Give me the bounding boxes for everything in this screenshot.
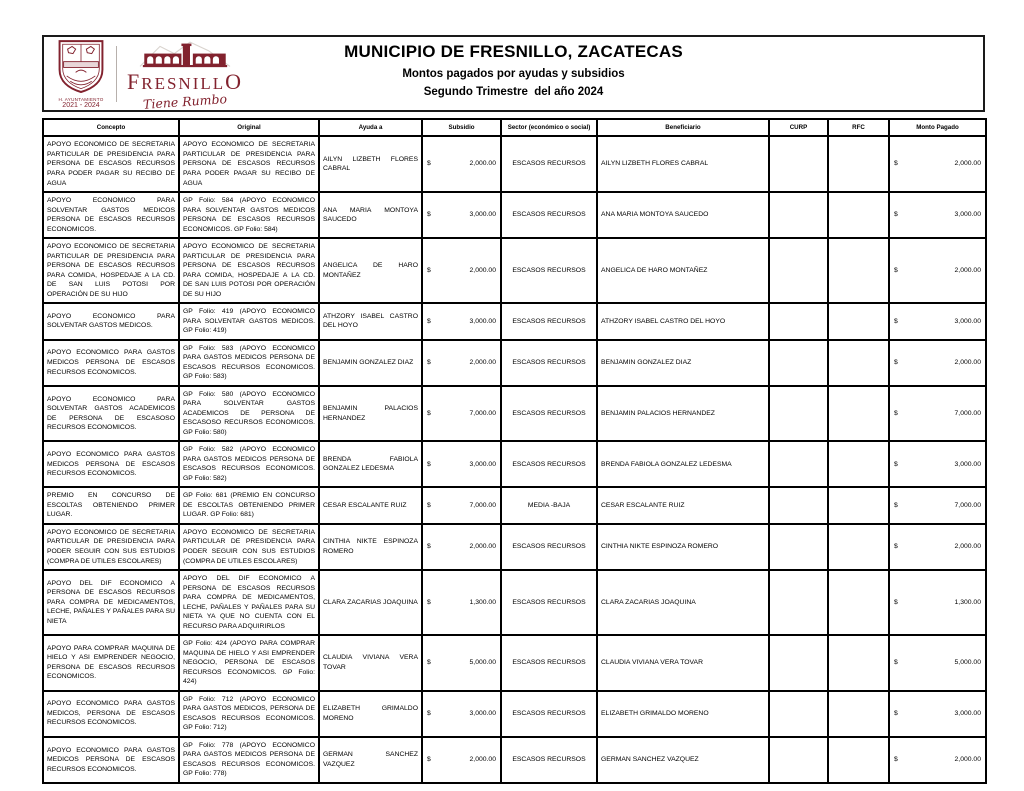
amount-value: 2,000.00 xyxy=(954,266,981,274)
currency-symbol: $ xyxy=(427,409,431,417)
currency-symbol: $ xyxy=(427,317,431,325)
money-cell-content xyxy=(893,159,982,169)
cell-ayuda-a: ELIZABETH GRIMALDO MORENO xyxy=(319,691,422,737)
cell-rfc xyxy=(828,238,889,303)
col-header-ayuda-a: Ayuda a xyxy=(319,119,422,136)
cell-beneficiario: BENJAMIN GONZALEZ DIAZ xyxy=(597,340,769,386)
crest-caption-line1: H. AYUNTAMIENTO xyxy=(58,96,104,102)
cell-rfc xyxy=(828,570,889,635)
cell-beneficiario: AILYN LIZBETH FLORES CABRAL xyxy=(597,136,769,192)
cell-sector: ESCASOS RECURSOS xyxy=(501,303,597,340)
cell-concepto: APOYO ECONOMICO PARA GASTOS MEDICOS PERSONA DE ESCASOS RECURSOS ECONOMICOS. xyxy=(43,340,179,386)
col-header-subsidio: Subsidio xyxy=(422,119,501,136)
money-cell-content xyxy=(893,358,982,368)
cell-ayuda-a: ANGELICA DE HARO MONTAÑEZ xyxy=(319,238,422,303)
money-cell-content xyxy=(893,460,982,470)
currency-symbol: $ xyxy=(427,266,431,274)
cell-curp xyxy=(769,386,828,442)
cell-curp xyxy=(769,570,828,635)
cell-sector: ESCASOS RECURSOS xyxy=(501,441,597,487)
cell-sector: ESCASOS RECURSOS xyxy=(501,524,597,570)
cell-ayuda-a: BRENDA FABIOLA GONZALEZ LEDESMA xyxy=(319,441,422,487)
money-cell-content xyxy=(893,210,982,220)
amount-value: 2,000.00 xyxy=(469,358,496,366)
cell-monto-pagado xyxy=(889,635,986,691)
cell-subsidio xyxy=(422,386,501,442)
money-cell-content xyxy=(426,210,497,220)
cell-ayuda-a: GERMAN SANCHEZ VAZQUEZ xyxy=(319,737,422,783)
cell-curp xyxy=(769,691,828,737)
cell-sector: ESCASOS RECURSOS xyxy=(501,136,597,192)
currency-symbol: $ xyxy=(427,598,431,606)
cell-sector: ESCASOS RECURSOS xyxy=(501,570,597,635)
table-row xyxy=(43,441,986,487)
money-cell-content xyxy=(893,709,982,719)
cell-curp xyxy=(769,635,828,691)
cell-rfc xyxy=(828,136,889,192)
cell-sector: ESCASOS RECURSOS xyxy=(501,635,597,691)
cell-concepto: PREMIO EN CONCURSO DE ESCOLTAS OBTENIENDO PRIMER LUGAR. xyxy=(43,487,179,524)
col-header-original: Original xyxy=(179,119,319,136)
cell-rfc xyxy=(828,635,889,691)
page-period: Segundo Trimestre del año 2024 xyxy=(423,86,604,98)
cell-beneficiario: BRENDA FABIOLA GONZALEZ LEDESMA xyxy=(597,441,769,487)
amount-value: 3,000.00 xyxy=(469,211,496,219)
table-row xyxy=(43,635,986,691)
cell-beneficiario: ANGELICA DE HARO MONTAÑEZ xyxy=(597,238,769,303)
col-header-sector: Sector (económico o social) xyxy=(501,119,597,136)
money-cell-content xyxy=(893,266,982,276)
money-cell-content xyxy=(426,598,497,608)
cell-beneficiario: CLAUDIA VIVIANA VERA TOVAR xyxy=(597,635,769,691)
table-row xyxy=(43,487,986,524)
cell-subsidio xyxy=(422,691,501,737)
amount-value: 7,000.00 xyxy=(469,501,496,509)
money-cell-content xyxy=(893,317,982,327)
report-header xyxy=(42,35,985,112)
cell-subsidio xyxy=(422,303,501,340)
cell-original: GP Folio: 583 (APOYO ECONOMICO PARA GASTOS MEDICOS PERSONA DE ESCASOS RECURSOS ECONOMICOS. GP Folio: 583) xyxy=(179,340,319,386)
table-row xyxy=(43,386,986,442)
cell-curp xyxy=(769,441,828,487)
cell-original: GP Folio: 580 (APOYO ECONOMICO PARA SOLVENTAR GASTOS ACADEMICOS DE PERSONA DE ESCASOSO RECURSOS ECONOMICOS. GP Folio: 580) xyxy=(179,386,319,442)
amount-value: 2,000.00 xyxy=(954,160,981,168)
amount-value: 2,000.00 xyxy=(469,160,496,168)
cell-monto-pagado xyxy=(889,386,986,442)
cell-subsidio xyxy=(422,524,501,570)
cell-rfc xyxy=(828,524,889,570)
cell-subsidio xyxy=(422,340,501,386)
cell-monto-pagado xyxy=(889,192,986,238)
cell-subsidio xyxy=(422,238,501,303)
currency-symbol: $ xyxy=(427,659,431,667)
currency-symbol: $ xyxy=(427,756,431,764)
currency-symbol: $ xyxy=(427,160,431,168)
amount-value: 7,000.00 xyxy=(469,409,496,417)
cell-concepto: APOYO ECONOMICO DE SECRETARIA PARTICULAR DE PRESIDENCIA PARA PERSONA DE ESCASOS RECURSOS PARA PODER PAGAR SU RECIBO DE AGUA xyxy=(43,136,179,192)
cell-subsidio xyxy=(422,635,501,691)
cell-sector: ESCASOS RECURSOS xyxy=(501,737,597,783)
amount-value: 3,000.00 xyxy=(469,317,496,325)
table-row xyxy=(43,192,986,238)
amount-value: 2,000.00 xyxy=(469,266,496,274)
cell-concepto: APOYO ECONOMICO DE SECRETARIA PARTICULAR DE PRESIDENCIA PARA PODER SEGUIR CON SUS ESTUDIOS (COMPRA DE UTILES ESCOLARES) xyxy=(43,524,179,570)
cell-ayuda-a: BENJAMIN PALACIOS HERNANDEZ xyxy=(319,386,422,442)
currency-symbol: $ xyxy=(427,543,431,551)
currency-symbol: $ xyxy=(894,460,898,468)
currency-symbol: $ xyxy=(894,659,898,667)
crest-caption-line2: 2021 - 2024 xyxy=(62,102,100,110)
cell-ayuda-a: ANA MARIA MONTOYA SAUCEDO xyxy=(319,192,422,238)
cell-original: APOYO ECONOMICO DE SECRETARIA PARTICULAR DE PRESIDENCIA PARA PERSONA DE ESCASOS RECURSOS PARA PODER PAGAR SU RECIBO DE AGUA xyxy=(179,136,319,192)
cell-rfc xyxy=(828,441,889,487)
amount-value: 3,000.00 xyxy=(954,211,981,219)
cell-sector: ESCASOS RECURSOS xyxy=(501,386,597,442)
cell-sector: ESCASOS RECURSOS xyxy=(501,340,597,386)
cell-concepto: APOYO ECONOMICO PARA SOLVENTAR GASTOS MEDICOS. xyxy=(43,303,179,340)
cell-rfc xyxy=(828,737,889,783)
cell-beneficiario: BENJAMIN PALACIOS HERNANDEZ xyxy=(597,386,769,442)
cell-original: GP Folio: 681 (PREMIO EN CONCURSO DE ESCOLTAS OBTENIENDO PRIMER LUGAR. GP Folio: 681) xyxy=(179,487,319,524)
table-row xyxy=(43,691,986,737)
cell-original: GP Folio: 424 (APOYO PARA COMPRAR MAQUINA DE HIELO Y ASI EMPRENDER NEGOCIO, PERSONA DE ESCASOS RECURSOS ECONOMICOS. GP Folio: 424) xyxy=(179,635,319,691)
cell-concepto: APOYO ECONOMICO PARA SOLVENTAR GASTOS MEDICOS PERSONA DE ESCASOS RECURSOS ECONOMICOS. xyxy=(43,192,179,238)
cell-beneficiario: CESAR ESCALANTE RUIZ xyxy=(597,487,769,524)
amount-value: 3,000.00 xyxy=(954,460,981,468)
cell-curp xyxy=(769,192,828,238)
money-cell-content xyxy=(426,658,497,668)
money-cell-content xyxy=(893,501,982,511)
cell-beneficiario: ANA MARIA MONTOYA SAUCEDO xyxy=(597,192,769,238)
money-cell-content xyxy=(426,542,497,552)
cell-rfc xyxy=(828,691,889,737)
page-subtitle: Montos pagados por ayudas y subsidios xyxy=(402,68,625,80)
amount-value: 2,000.00 xyxy=(954,543,981,551)
cell-curp xyxy=(769,340,828,386)
cell-curp xyxy=(769,524,828,570)
money-cell-content xyxy=(426,755,497,765)
currency-symbol: $ xyxy=(894,211,898,219)
cell-curp xyxy=(769,737,828,783)
cell-concepto: APOYO ECONOMICO PARA GASTOS MEDICOS, PERSONA DE ESCASOS RECURSOS ECONOMICOS. xyxy=(43,691,179,737)
cell-beneficiario: GERMAN SANCHEZ VAZQUEZ xyxy=(597,737,769,783)
amount-value: 7,000.00 xyxy=(954,409,981,417)
cell-concepto: APOYO ECONOMICO PARA GASTOS MEDICOS PERSONA DE ESCASOS RECURSOS ECONOMICOS. xyxy=(43,737,179,783)
cell-monto-pagado xyxy=(889,737,986,783)
cell-rfc xyxy=(828,303,889,340)
money-cell-content xyxy=(426,409,497,419)
cell-monto-pagado xyxy=(889,136,986,192)
title-block xyxy=(44,42,983,98)
col-header-beneficiario: Beneficiario xyxy=(597,119,769,136)
cell-monto-pagado xyxy=(889,524,986,570)
currency-symbol: $ xyxy=(894,266,898,274)
cell-curp xyxy=(769,303,828,340)
amount-value: 1,300.00 xyxy=(469,598,496,606)
money-cell-content xyxy=(893,755,982,765)
currency-symbol: $ xyxy=(427,460,431,468)
cell-sector: ESCASOS RECURSOS xyxy=(501,691,597,737)
cell-original: GP Folio: 584 (APOYO ECONOMICO PARA SOLVENTAR GASTOS MEDICOS PERSONA DE ESCASOS RECURSOS ECONOMICOS. GP Folio: 584) xyxy=(179,192,319,238)
payments-table-body xyxy=(43,136,986,782)
cell-subsidio xyxy=(422,192,501,238)
cell-curp xyxy=(769,487,828,524)
cell-subsidio xyxy=(422,487,501,524)
cell-subsidio xyxy=(422,441,501,487)
col-header-curp: CURP xyxy=(769,119,828,136)
cell-curp xyxy=(769,136,828,192)
cell-ayuda-a: ATHZORY ISABEL CASTRO DEL HOYO xyxy=(319,303,422,340)
cell-ayuda-a: CLARA ZACARIAS JOAQUINA xyxy=(319,570,422,635)
currency-symbol: $ xyxy=(894,709,898,717)
payments-table xyxy=(42,118,987,784)
cell-monto-pagado xyxy=(889,487,986,524)
amount-value: 2,000.00 xyxy=(954,358,981,366)
amount-value: 1,300.00 xyxy=(954,598,981,606)
cell-monto-pagado xyxy=(889,691,986,737)
money-cell-content xyxy=(426,317,497,327)
brand-name-part: O xyxy=(225,68,244,94)
amount-value: 3,000.00 xyxy=(469,709,496,717)
cell-original: GP Folio: 582 (APOYO ECONOMICO PARA GASTOS MEDICOS PERSONA DE ESCASOS RECURSOS ECONOMICOS. GP Folio: 582) xyxy=(179,441,319,487)
col-header-concepto: Concepto xyxy=(43,119,179,136)
cell-monto-pagado xyxy=(889,303,986,340)
cell-monto-pagado xyxy=(889,238,986,303)
money-cell-content xyxy=(426,501,497,511)
table-row xyxy=(43,737,986,783)
amount-value: 3,000.00 xyxy=(469,460,496,468)
amount-value: 3,000.00 xyxy=(954,709,981,717)
currency-symbol: $ xyxy=(894,598,898,606)
amount-value: 5,000.00 xyxy=(469,659,496,667)
cell-curp xyxy=(769,238,828,303)
amount-value: 3,000.00 xyxy=(954,317,981,325)
table-row xyxy=(43,340,986,386)
cell-ayuda-a: CLAUDIA VIVIANA VERA TOVAR xyxy=(319,635,422,691)
table-row xyxy=(43,303,986,340)
table-row xyxy=(43,238,986,303)
brand-tagline: Tiene Rumbo xyxy=(142,90,228,112)
money-cell-content xyxy=(426,266,497,276)
currency-symbol: $ xyxy=(894,317,898,325)
amount-value: 7,000.00 xyxy=(954,501,981,509)
amount-value: 2,000.00 xyxy=(954,756,981,764)
currency-symbol: $ xyxy=(894,358,898,366)
cell-concepto: APOYO PARA COMPRAR MAQUINA DE HIELO Y ASI EMPRENDER NEGOCIO, PERSONA DE ESCASOS RECURSOS ECONOMICOS. xyxy=(43,635,179,691)
cell-monto-pagado xyxy=(889,441,986,487)
cell-ayuda-a: AILYN LIZBETH FLORES CABRAL xyxy=(319,136,422,192)
cell-subsidio xyxy=(422,136,501,192)
currency-symbol: $ xyxy=(427,501,431,509)
currency-symbol: $ xyxy=(894,501,898,509)
cell-monto-pagado xyxy=(889,340,986,386)
cell-sector: ESCASOS RECURSOS xyxy=(501,192,597,238)
cell-beneficiario: ELIZABETH GRIMALDO MORENO xyxy=(597,691,769,737)
cell-sector: ESCASOS RECURSOS xyxy=(501,238,597,303)
currency-symbol: $ xyxy=(894,543,898,551)
currency-symbol: $ xyxy=(427,358,431,366)
cell-original: APOYO ECONOMICO DE SECRETARIA PARTICULAR DE PRESIDENCIA PARA PERSONA DE ESCASOS RECURSOS PARA COMIDA, HOSPEDAJE A LA CD. DE SAN LUIS POTOSI POR OPERACIÓN DE SU HIJO xyxy=(179,238,319,303)
cell-concepto: APOYO ECONOMICO PARA GASTOS MEDICOS PERSONA DE ESCASOS RECURSOS ECONOMICOS. xyxy=(43,441,179,487)
table-row xyxy=(43,524,986,570)
cell-concepto: APOYO ECONOMICO PARA SOLVENTAR GASTOS ACADEMICOS DE PERSONA DE ESCASOSO RECURSOS ECONOMICOS. xyxy=(43,386,179,442)
cell-subsidio xyxy=(422,570,501,635)
brand-name-part: F xyxy=(127,68,142,94)
money-cell-content xyxy=(893,598,982,608)
cell-concepto: APOYO DEL DIF ECONOMICO A PERSONA DE ESCASOS RECURSOS PARA COMPRA DE MEDICAMENTOS, LECHE, PAÑALES Y PAÑALES PARA SU NIETA xyxy=(43,570,179,635)
brand-name-part: RESNILL xyxy=(141,73,226,93)
cell-sector: MEDIA -BAJA xyxy=(501,487,597,524)
cell-monto-pagado xyxy=(889,570,986,635)
cell-rfc xyxy=(828,340,889,386)
cell-original: APOYO ECONOMICO DE SECRETARIA PARTICULAR DE PRESIDENCIA PARA PODER SEGUIR CON SUS ESTUDIOS (COMPRA DE UTILES ESCOLARES) xyxy=(179,524,319,570)
money-cell-content xyxy=(426,709,497,719)
crest-caption xyxy=(58,97,103,110)
table-row xyxy=(43,570,986,635)
money-cell-content xyxy=(426,159,497,169)
cell-ayuda-a: CINTHIA NIKTE ESPINOZA ROMERO xyxy=(319,524,422,570)
cell-original: GP Folio: 712 (APOYO ECONOMICO PARA GASTOS MEDICOS, PERSONA DE ESCASOS RECURSOS ECONOMICOS. GP Folio: 712) xyxy=(179,691,319,737)
page-title: MUNICIPIO DE FRESNILLO, ZACATECAS xyxy=(344,42,683,61)
money-cell-content xyxy=(426,460,497,470)
amount-value: 2,000.00 xyxy=(469,756,496,764)
currency-symbol: $ xyxy=(427,211,431,219)
col-header-monto-pagado: Monto Pagado xyxy=(889,119,986,136)
amount-value: 2,000.00 xyxy=(469,543,496,551)
cell-rfc xyxy=(828,386,889,442)
cell-beneficiario: ATHZORY ISABEL CASTRO DEL HOYO xyxy=(597,303,769,340)
money-cell-content xyxy=(893,409,982,419)
cell-rfc xyxy=(828,487,889,524)
money-cell-content xyxy=(426,358,497,368)
amount-value: 5,000.00 xyxy=(954,659,981,667)
cell-beneficiario: CINTHIA NIKTE ESPINOZA ROMERO xyxy=(597,524,769,570)
cell-original: GP Folio: 419 (APOYO ECONOMICO PARA SOLVENTAR GASTOS MEDICOS. GP Folio: 419) xyxy=(179,303,319,340)
cell-beneficiario: CLARA ZACARIAS JOAQUINA xyxy=(597,570,769,635)
money-cell-content xyxy=(893,658,982,668)
col-header-rfc: RFC xyxy=(828,119,889,136)
cell-original: APOYO DEL DIF ECONOMICO A PERSONA DE ESCASOS RECURSOS PARA COMPRA DE MEDICAMENTOS, LECHE, PAÑALES Y PAÑALES PARA SU NIETA YA QUE NO CUENTA CON EL RECURSO PARA ADQUIRIRLOS xyxy=(179,570,319,635)
table-header-row xyxy=(43,119,986,136)
cell-ayuda-a: BENJAMIN GONZALEZ DIAZ xyxy=(319,340,422,386)
currency-symbol: $ xyxy=(894,409,898,417)
cell-rfc xyxy=(828,192,889,238)
money-cell-content xyxy=(893,542,982,552)
cell-original: GP Folio: 778 (APOYO ECONOMICO PARA GASTOS MEDICOS PERSONA DE ESCASOS RECURSOS ECONOMICOS. GP Folio: 778) xyxy=(179,737,319,783)
currency-symbol: $ xyxy=(894,756,898,764)
table-row xyxy=(43,136,986,192)
cell-subsidio xyxy=(422,737,501,783)
cell-ayuda-a: CESAR ESCALANTE RUIZ xyxy=(319,487,422,524)
currency-symbol: $ xyxy=(894,160,898,168)
cell-concepto: APOYO ECONOMICO DE SECRETARIA PARTICULAR DE PRESIDENCIA PARA PERSONA DE ESCASOS RECURSOS PARA COMIDA, HOSPEDAJE A LA CD. DE SAN LUIS POTOSI POR OPERACIÓN DE SU HIJO xyxy=(43,238,179,303)
currency-symbol: $ xyxy=(427,709,431,717)
